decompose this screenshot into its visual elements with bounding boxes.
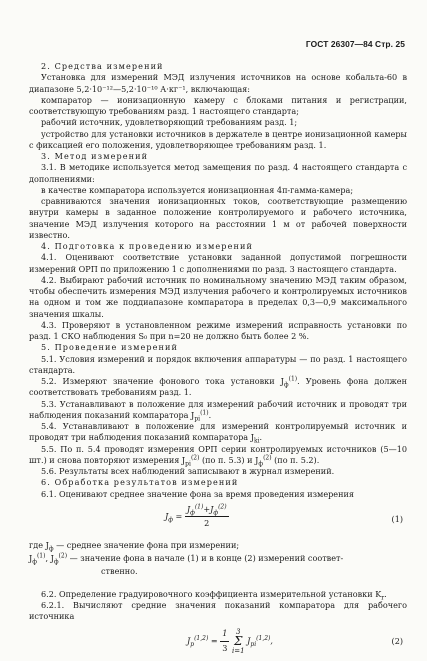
- paragraph: 5.5. По п. 5.4 проводят измерения ОРП серии контролируемых источников (5—10 шт.) и снова повторяют измерения $J_{pi}^{(2)}$ (по п. 5.3) и $J_ф^{(2)}$ (по п. 5.2).: [29, 443, 407, 468]
- section-heading: 2. Средства измерений: [41, 61, 164, 71]
- formula-number: (2): [391, 635, 403, 646]
- formula-legend: [29, 540, 407, 586]
- paragraph: 6.2.1. Вычисляют средние значения показаний компаратора для рабочего источника: [29, 600, 407, 622]
- section-heading: 5. Проведение измерений: [41, 342, 179, 353]
- formula-number: (1): [391, 513, 403, 524]
- paragraph: 5.3. Устанавливают в положение для измерений рабочий источник и проводят три наблюдения показаний компаратора $J_{pi}^{(1)}$.: [29, 398, 407, 423]
- section-heading: 4. Подготовка к проведению измерений: [41, 241, 253, 251]
- paragraph: компаратор — ионизационную камеру с блоками питания и регистрации, соответствующую требованиям разд. 1 настоящего стандарта;: [29, 94, 407, 116]
- paragraph: 6.2. Определение градуировочного коэффициента измерительной установки $K_r$.: [41, 588, 387, 602]
- legend-line: ственно.: [101, 565, 138, 576]
- paragraph: сравниваются значения ионизационных токов, соответствующие размещению внутри камеры в заданное положение контролируемого и рабочего источника, значение МЭД излучения которого на расстоянии 1 м от рабочей поверхности известно.: [29, 196, 407, 240]
- paragraph: 4.1. Оценивают соответствие установки заданной допустимой погрешности измерений ОРП по приложению 1 с дополнениями по разд. 3 настоящего стандарта.: [29, 252, 407, 274]
- paragraph: Установка для измерений МЭД излучения источников на основе кобальта-60 в диапазоне 5,2·10⁻¹²—5,2·10⁻¹⁰ А·кг⁻¹, включающая:: [29, 72, 407, 94]
- legend-line: $J_ф^{(1)}$, $J_ф^{(2)}$ — значение фона в начале (1) и в конце (2) измерений соответ-: [29, 552, 344, 566]
- paragraph: 3.1. В методике используется метод замещения по разд. 4 настоящего стандарта с дополнениями:: [29, 162, 407, 184]
- paragraph: 5.1. Условия измерений и порядок включения аппаратуры — по разд. 1 настоящего стандарта.: [29, 353, 407, 375]
- formula-1-expression: $J_ф$ = $\frac{J_ф^{(1)}+J_ф^{(2)}}{2}$: [165, 503, 227, 528]
- paragraph: 6.1. Оценивают среднее значение фона за время проведения измерения: [41, 488, 354, 499]
- formula-2-expression: $J_p^{(1,2)}$ = $\frac{1}{3}$ 3 Σ i=1 $J_{pi}^{(1,2)}$,: [187, 627, 273, 655]
- paragraph: 4.3. Проверяют в установленном режиме измерений исправность установки по разд. 1 СКО наблюдения S₀ при n=20 не должно быть более 2 %.: [29, 319, 407, 341]
- legend-line: где $J_ф$ — среднее значение фона при измерении;: [29, 539, 240, 553]
- formula-2: [29, 627, 407, 661]
- paragraph: 5.2. Измеряют значение фонового тока установки $J_ф^{(1)}$. Уровень фона должен соответствовать требованиям разд. 1.: [29, 375, 407, 398]
- page-header: ГОСТ 26307—84 Стр. 25: [305, 39, 405, 49]
- paragraph: устройство для установки источников в держателе в центре ионизационной камеры с фиксацией его положения, удовлетворяющее требованиям разд. 1.: [29, 128, 407, 150]
- document-body: [29, 61, 407, 661]
- paragraph: в качестве компаратора используется ионизационная 4π-гамма-камера;: [41, 184, 354, 195]
- section-heading: 3. Метод измерений: [41, 151, 149, 161]
- formula-1: [29, 502, 407, 538]
- paragraph: рабочий источник, удовлетворяющий требованиям разд. 1;: [41, 117, 298, 128]
- section-heading: 6. Обработка результатов измерений: [41, 477, 239, 488]
- paragraph: 5.6. Результаты всех наблюдений записывают в журнал измерений.: [41, 466, 335, 476]
- paragraph: 5.4. Устанавливают в положение для измерений контролируемый источник и проводят три наблюдения показаний компаратора $J_{ki}$.: [29, 421, 407, 445]
- paragraph: 4.2. Выбирают рабочий источник по номинальному значению МЭД таким образом, чтобы обеспечить измерения МЭД излучения рабочего и контролируемых источников на одном и том же поддиапазоне компаратора в пределах 0,3—0,9 максимального значения шкалы.: [29, 274, 407, 319]
